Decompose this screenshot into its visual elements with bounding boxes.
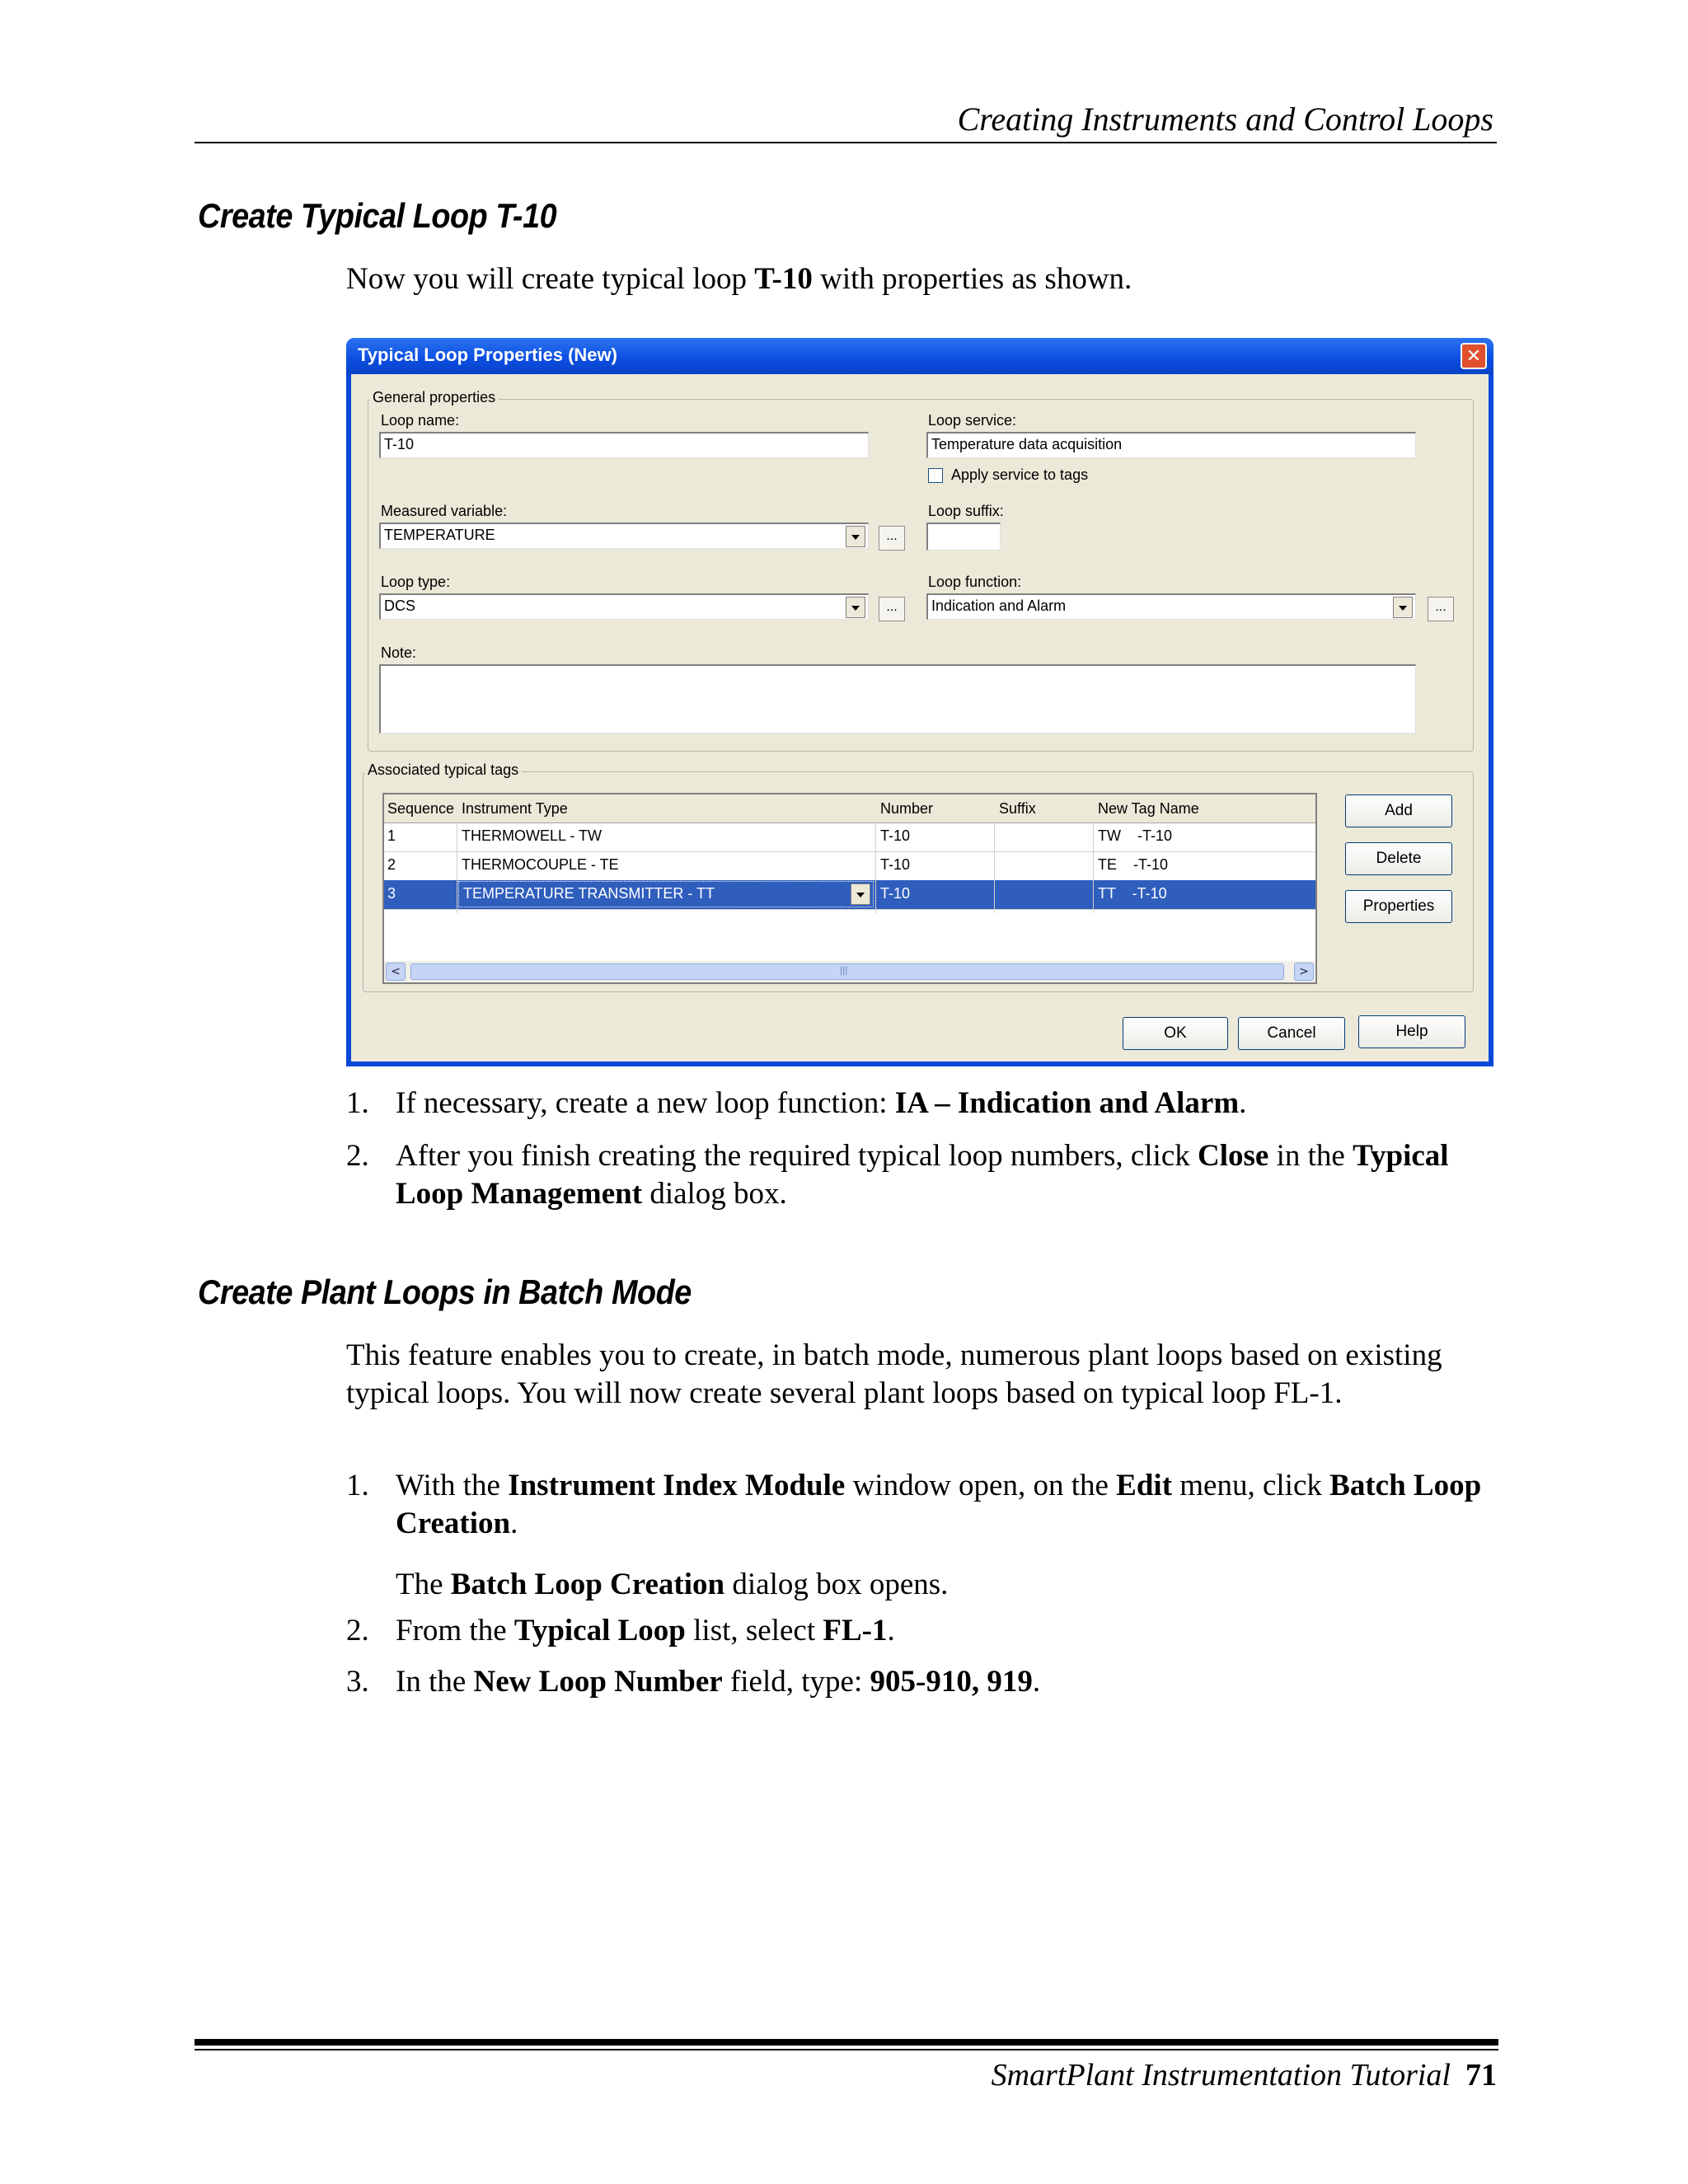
step-bold: Typical Loop: [513, 1614, 686, 1647]
column-divider: [1093, 823, 1094, 913]
measured-variable-select[interactable]: TEMPERATURE: [379, 523, 869, 549]
step-bold: FL-1: [823, 1614, 888, 1647]
step-text-part: window open, on the: [845, 1469, 1117, 1502]
step-bold: Batch Loop Creation: [450, 1568, 725, 1601]
row-sequence: 3: [387, 885, 396, 902]
section2-intro: This feature enables you to create, in batch mode, numerous plant loops based on existing typical loops. You will now create several plant loops based on typical loop FL-1.: [346, 1338, 1442, 1410]
step-text-part: dialog box.: [642, 1177, 787, 1211]
dialog-title: Typical Loop Properties (New): [358, 344, 617, 365]
column-divider: [875, 823, 876, 913]
properties-button[interactable]: Properties: [1345, 890, 1452, 923]
footer-rule: [195, 2049, 1498, 2050]
loop-function-select[interactable]: Indication and Alarm: [926, 593, 1416, 620]
associated-tags-table: [382, 793, 1317, 984]
chevron-down-icon[interactable]: [846, 526, 865, 547]
page-number: 71: [1465, 2058, 1497, 2093]
table-row[interactable]: [384, 823, 1315, 852]
step-number: 1.: [346, 1469, 369, 1502]
loop-suffix-input[interactable]: [926, 523, 1001, 551]
footer-rule: [195, 2039, 1498, 2046]
associated-tags-label: Associated typical tags: [364, 762, 522, 779]
loop-name-input[interactable]: T-10: [379, 432, 869, 458]
measured-variable-browse-button[interactable]: ...: [879, 526, 905, 551]
note-textarea[interactable]: [379, 664, 1416, 733]
step-number: 1.: [346, 1086, 369, 1120]
loop-service-label: Loop service:: [928, 412, 1017, 429]
dialog-body: [351, 374, 1489, 1062]
table-row[interactable]: [384, 851, 1315, 881]
step-bold: 905-910, 919: [870, 1665, 1033, 1699]
loop-name-label: Loop name:: [381, 412, 460, 429]
row-instrument-type: TEMPERATURE TRANSMITTER - TT: [463, 885, 715, 902]
loop-suffix-label: Loop suffix:: [928, 503, 1004, 519]
row-instrument-type: THERMOWELL - TW: [462, 827, 602, 844]
step-text-part: The: [396, 1568, 451, 1601]
step-bold: IA – Indication and Alarm: [894, 1086, 1240, 1120]
step-text-part: .: [1239, 1086, 1247, 1120]
section-heading-typical-loop: Create Typical Loop T-10: [198, 196, 557, 235]
step-bold: Edit: [1116, 1469, 1173, 1502]
row-new-tag-name: TT -T-10: [1098, 885, 1167, 902]
scroll-thumb[interactable]: [410, 963, 1284, 980]
loop-function-browse-button[interactable]: ...: [1428, 597, 1454, 621]
ok-button[interactable]: OK: [1123, 1017, 1228, 1050]
step-bold: Typical Loop Management: [396, 1139, 1449, 1211]
step-number: 2.: [346, 1139, 369, 1173]
loop-type-browse-button[interactable]: ...: [879, 597, 905, 621]
step-text-part: .: [1032, 1665, 1041, 1699]
delete-button[interactable]: Delete: [1345, 842, 1452, 875]
section1-intro: [346, 260, 1484, 298]
note-label: Note:: [381, 644, 417, 661]
intro-text: Now you will create typical loop: [346, 262, 755, 296]
horizontal-scrollbar[interactable]: [384, 961, 1315, 982]
column-header[interactable]: Sequence: [387, 800, 455, 817]
step-text: [396, 1085, 1492, 1122]
intro-bold: T-10: [754, 262, 813, 296]
step-text-part: menu, click: [1172, 1469, 1330, 1502]
row-new-tag-name: TW -T-10: [1098, 827, 1172, 844]
step-text-part: .: [887, 1614, 895, 1647]
step-bold: Close: [1198, 1139, 1269, 1173]
chevron-down-icon[interactable]: [851, 883, 870, 905]
step-text-part: In the: [396, 1665, 474, 1699]
intro-text-end: with properties as shown.: [812, 262, 1132, 296]
add-button[interactable]: Add: [1345, 794, 1452, 827]
chevron-down-icon[interactable]: [846, 597, 865, 618]
step-text-part: list, select: [685, 1614, 823, 1647]
scroll-grip: |||: [840, 964, 848, 976]
scroll-right-icon[interactable]: >: [1294, 963, 1314, 981]
loop-service-input[interactable]: Temperature data acquisition: [926, 432, 1416, 458]
section-heading-batch-mode: Create Plant Loops in Batch Mode: [198, 1272, 692, 1311]
step-text: [396, 1612, 1492, 1650]
row-number: T-10: [880, 885, 911, 902]
row-sequence: 1: [387, 827, 396, 844]
measured-variable-label: Measured variable:: [381, 503, 508, 519]
apply-service-checkbox[interactable]: [928, 468, 943, 483]
loop-type-select[interactable]: DCS: [379, 593, 869, 620]
column-divider: [994, 823, 995, 913]
loop-function-label: Loop function:: [928, 574, 1022, 590]
table-row-selected[interactable]: [384, 880, 1315, 910]
row-sequence: 2: [387, 856, 396, 873]
row-number: T-10: [880, 827, 911, 844]
page-footer: [992, 2057, 1497, 2093]
running-header: [195, 97, 1497, 143]
row-new-tag-name: TE -T-10: [1098, 856, 1169, 873]
step-text-part: From the: [396, 1614, 514, 1647]
table-header: [384, 794, 1315, 823]
step-text-part: After you finish creating the required typical loop numbers, click: [396, 1139, 1198, 1173]
dialog-titlebar: [346, 338, 1493, 374]
step-bold: Instrument Index Module: [508, 1469, 846, 1502]
row-instrument-type: THERMOCOUPLE - TE: [462, 856, 619, 873]
step-bold: New Loop Number: [473, 1665, 723, 1699]
step-text-part: field, type:: [722, 1665, 870, 1699]
running-title: Creating Instruments and Control Loops: [957, 101, 1493, 138]
close-icon[interactable]: ✕: [1461, 343, 1487, 369]
chevron-down-icon[interactable]: [1393, 597, 1413, 618]
step-bold: Batch Loop Creation: [396, 1469, 1482, 1540]
step-text-part: If necessary, create a new loop function:: [396, 1086, 895, 1120]
step-text-part: .: [510, 1507, 518, 1540]
step-text-part: With the: [396, 1469, 509, 1502]
step-note-text: [396, 1566, 1492, 1604]
scroll-left-icon[interactable]: <: [386, 963, 406, 981]
step-text: [396, 1137, 1492, 1213]
general-properties-label: General properties: [369, 389, 499, 406]
step-number: 3.: [346, 1665, 369, 1699]
loop-type-label: Loop type:: [381, 574, 451, 590]
help-button[interactable]: Help: [1358, 1015, 1465, 1048]
column-header[interactable]: New Tag Name: [1098, 800, 1199, 817]
step-number: 2.: [346, 1614, 369, 1647]
step-text: [396, 1663, 1492, 1701]
row-number: T-10: [880, 856, 911, 873]
typical-loop-properties-dialog: [346, 338, 1493, 1066]
cancel-button[interactable]: Cancel: [1238, 1017, 1345, 1050]
step-text-part: dialog box opens.: [724, 1568, 949, 1601]
column-header[interactable]: Suffix: [999, 800, 1036, 817]
column-header[interactable]: Instrument Type: [462, 800, 568, 817]
column-header[interactable]: Number: [880, 800, 934, 817]
step-text: [396, 1467, 1492, 1543]
apply-service-label: Apply service to tags: [951, 466, 1089, 483]
step-text-part: in the: [1268, 1139, 1353, 1173]
footer-title: SmartPlant Instrumentation Tutorial: [991, 2058, 1451, 2093]
